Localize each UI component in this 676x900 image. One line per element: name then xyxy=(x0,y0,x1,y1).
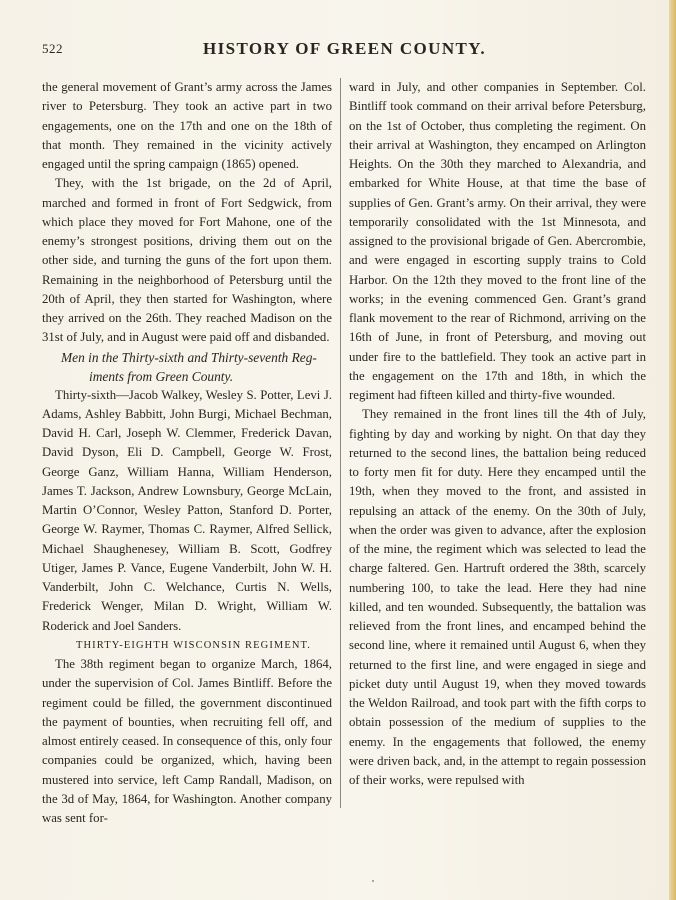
right-column xyxy=(349,78,646,790)
page-edge xyxy=(669,0,676,900)
section-heading: THIRTY-EIGHTH WISCONSIN REGIMENT. xyxy=(75,639,312,651)
paragraph: ward in July, and other companies in September. Col. Bintliff took command on their arrival before Petersburg, on the 1st of October, thus completing the regiment. On their arrival at Washington, they encamped on Arlington Heights. On the 30th they marched to Alexandria, and embarked for White House, at that time the base of supplies of Gen. Grant’s army. On their arrival, they were temporarily consolidated with the 1st Minnesota, and assigned to the provisional brigade of Gen. Abercrombie, and were engaged in escorting supply trains to Cold Harbor. On the 12th they moved to the front line of the works; in the evening commenced Gen. Grant’s grand flank movement to the rear of Richmond, arriving on the 16th of June, in front of Petersburg, and moving out under fire to the battlefield. They took an active part in the engagement on the 17th and 18th, in which the regiment had fifteen killed and thirty-five wounded. xyxy=(349,80,646,402)
running-title: HISTORY OF GREEN COUNTY. xyxy=(202,39,486,58)
subheading-line: Men in the Thirty-sixth and Thirty-seventh Reg- xyxy=(61,349,317,365)
page-number: 522 xyxy=(42,41,63,56)
subheading-line: iments from Green County. xyxy=(89,368,234,384)
roster-paragraph: Thirty-sixth—Jacob Walkey, Wesley S. Potter, Levi J. Adams, Ashley Babbitt, John Burgi, Michael Bechman, David H. Carl, Joseph W. Clemmer, Frederick Davan, David Dyson, Eli D. Campbell, George W. Frost, George Ganz, William Hanna, William Henderson, James T. Jackson, Andrew Lownsbury, George McLain, Martin O’Connor, Wesley Patton, Stanford D. Porter, George W. Raymer, Thomas C. Raymer, Alfred Sellick, Michael Shaughenesey, William B. Scott, Godfrey Utiger, James P. Vance, Eugene Vanderbilt, John W. H. Vanderbilt, John C. Welchance, Curtis N. Wells, Frederick Wenger, Milan D. Wright, William W. Roderick and Joel Sanders. xyxy=(42,387,332,633)
page-header xyxy=(42,40,647,62)
paragraph: the general movement of Grant’s army across the James river to Petersburg. They took an active part in two engagements, one on the 17th and one on the 18th of that month. They remained in the vicinity actively engaged until the spring campaign (1865) opened. xyxy=(42,80,332,171)
paragraph: The 38th regiment began to organize March, 1864, under the supervision of Col. James Bintliff. Before the regiment could be filled, the government discontinued the payment of bounties, when recruiting fell off, and almost entirely ceased. In consequence of this, only four companies could be organized, which, having been mustered into service, left Camp Randall, Madison, on the 3d of May, 1864, for Washington. Another company was sent for- xyxy=(42,657,332,825)
paragraph: They remained in the front lines till the 4th of July, fighting by day and working by night. On that day they returned to the second lines, the battalion being reduced to forty men fit for duty. Here they encamped until the 19th, when they moved to the front, and assisted in repulsing an attack of the enemy. On the 30th of July, when the order was given to advance, after the explosion of the mine, the regiment which was selected to lead the charge faltered. Gen. Hartruft ordered the 38th, scarcely numbering 100, to take the lead. Here they had nine killed, and ten wounded. Subsequently, the battalion was relieved from the front lines, and encamped behind the second line, where it remained until August 6, when they returned to the first line, and were engaged in siege and picket duty until August 19, when they moved towards the Weldon Railroad, and took part with the fifth corps to obtain possession of the medium of supplies to the enemy. In the engagements that followed, the enemy were driven back, and, in the attempt to regain possession of their works, were repulsed with xyxy=(349,407,646,787)
section-subheading xyxy=(42,348,332,386)
print-speck xyxy=(372,880,374,882)
left-column xyxy=(42,78,332,828)
column-divider xyxy=(340,78,341,808)
paragraph: They, with the 1st brigade, on the 2d of April, marched and formed in front of Fort Sedgwick, from which place they moved for Fort Mahone, one of the enemy’s strongest positions, driving them out on the other side, and turning the guns of the fort upon them. Remaining in the neighborhood of Petersburg until the 20th of April, they then started for Washington, where they arrived on the 26th. They reached Madison on the 31st of July, and in August were paid off and disbanded. xyxy=(42,176,332,345)
